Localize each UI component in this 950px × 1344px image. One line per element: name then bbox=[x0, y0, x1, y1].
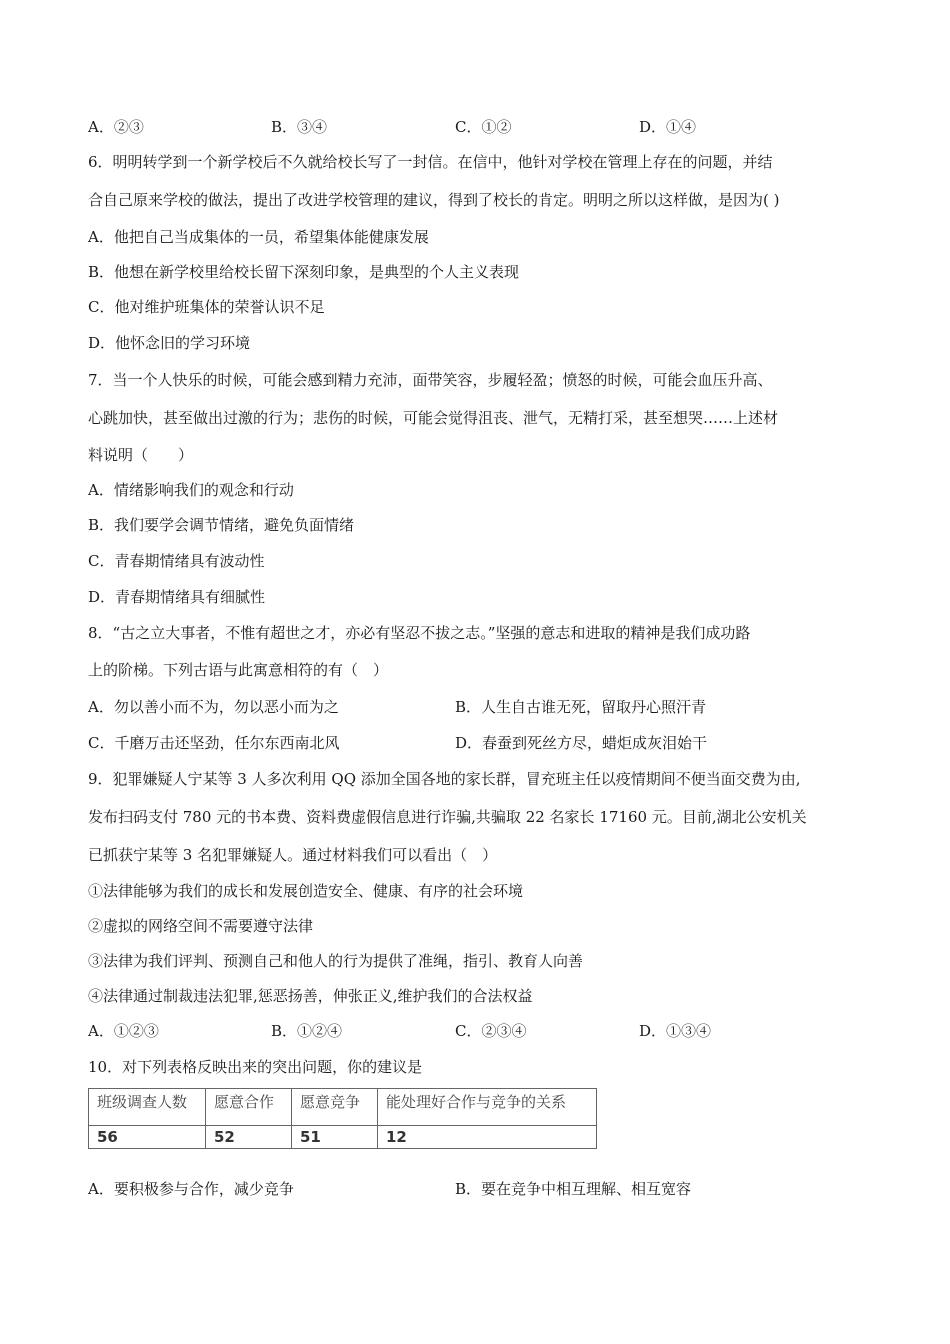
q5-option-c: C．①② bbox=[455, 118, 512, 136]
q5-option-d: D．①④ bbox=[639, 118, 697, 136]
q9-stem-line3: 已抓获宁某等 3 名犯罪嫌疑人。通过材料我们可以看出（ ） bbox=[88, 846, 498, 864]
q9-option-b: B．①②④ bbox=[271, 1022, 343, 1040]
q6-option-d: D．他怀念旧的学习环境 bbox=[88, 334, 251, 352]
q9-item-3: ③法律为我们评判、预测自己和他人的行为提供了准绳，指引、教育人向善 bbox=[88, 952, 584, 970]
value-cell-compete: 51 bbox=[292, 1126, 378, 1149]
q5-option-a: A．②③ bbox=[88, 118, 144, 136]
q9-stem-line1: 9．犯罪嫌疑人宁某等 3 人多次利用 QQ 添加全国各地的家长群，冒充班主任以疫情期间不便当面交费为由, bbox=[88, 770, 801, 788]
q7-stem-line1: 7．当一个人快乐的时候，可能会感到精力充沛，面带笑容，步履轻盈；愤怒的时候，可能会血压升高、 bbox=[88, 371, 773, 389]
q5-option-b: B．③④ bbox=[271, 118, 328, 136]
q7-option-c: C．青春期情绪具有波动性 bbox=[88, 552, 265, 570]
q9-option-a: A．①②③ bbox=[88, 1022, 159, 1040]
q8-option-b: B．人生自古谁无死，留取丹心照汗青 bbox=[455, 698, 707, 716]
q9-item-1: ①法律能够为我们的成长和发展创造安全、健康、有序的社会环境 bbox=[88, 882, 524, 900]
q8-option-a: A．勿以善小而不为，勿以恶小而为之 bbox=[88, 698, 339, 716]
q8-option-c: C．千磨万击还坚劲，任尔东西南北风 bbox=[88, 734, 340, 752]
header-cell-cooperate: 愿意合作 bbox=[206, 1089, 292, 1126]
q6-option-b: B．他想在新学校里给校长留下深刻印象，是典型的个人主义表现 bbox=[88, 263, 520, 281]
q9-item-4: ④法律通过制裁违法犯罪,惩恶扬善，伸张正义,维护我们的合法权益 bbox=[88, 987, 533, 1005]
survey-table bbox=[88, 1088, 597, 1149]
q7-option-d: D．青春期情绪具有细腻性 bbox=[88, 588, 266, 606]
header-cell-surveyed: 班级调查人数 bbox=[89, 1089, 206, 1126]
q10-stem: 10．对下列表格反映出来的突出问题，你的建议是 bbox=[88, 1058, 423, 1076]
q7-stem-line2: 心跳加快，甚至做出过激的行为；悲伤的时候，可能会觉得沮丧、泄气，无精打采，甚至想哭……上述材 bbox=[88, 409, 779, 427]
q6-option-a: A．他把自己当成集体的一员，希望集体能健康发展 bbox=[88, 228, 429, 246]
q6-option-c: C．他对维护班集体的荣誉认识不足 bbox=[88, 298, 325, 316]
q9-option-d: D．①③④ bbox=[639, 1022, 712, 1040]
survey-table-header-row bbox=[89, 1089, 597, 1126]
value-cell-surveyed: 56 bbox=[89, 1126, 206, 1149]
q8-stem-line2: 上的阶梯。下列古语与此寓意相符的有（ ） bbox=[88, 661, 389, 679]
q9-option-c: C．②③④ bbox=[455, 1022, 527, 1040]
value-cell-cooperate: 52 bbox=[206, 1126, 292, 1149]
q9-stem-line2: 发布扫码支付 780 元的书本费、资料费虚假信息进行诈骗,共骗取 22 名家长 17160 元。目前,湖北公安机关 bbox=[88, 808, 807, 826]
header-cell-balance: 能处理好合作与竞争的关系 bbox=[378, 1089, 597, 1126]
q8-stem-line1: 8．“古之立大事者，不惟有超世之才，亦必有坚忍不拔之志。”坚强的意志和进取的精神是我们成功路 bbox=[88, 624, 751, 642]
q10-option-b: B．要在竞争中相互理解、相互宽容 bbox=[455, 1180, 692, 1198]
q6-stem-line2: 合自己原来学校的做法，提出了改进学校管理的建议，得到了校长的肯定。明明之所以这样做，是因为( ) bbox=[88, 191, 780, 209]
q10-option-a: A．要积极参与合作，减少竞争 bbox=[88, 1180, 294, 1198]
q7-stem-line3: 料说明（ ） bbox=[88, 446, 194, 464]
q6-stem-line1: 6．明明转学到一个新学校后不久就给校长写了一封信。在信中，他针对学校在管理上存在的问题，并结 bbox=[88, 153, 773, 171]
q9-item-2: ②虚拟的网络空间不需要遵守法律 bbox=[88, 917, 314, 935]
value-cell-balance: 12 bbox=[378, 1126, 597, 1149]
header-cell-compete: 愿意竞争 bbox=[292, 1089, 378, 1126]
q7-option-b: B．我们要学会调节情绪，避免负面情绪 bbox=[88, 516, 355, 534]
survey-table-value-row bbox=[89, 1126, 597, 1149]
q8-option-d: D．春蚕到死丝方尽，蜡炬成灰泪始干 bbox=[455, 734, 708, 752]
q7-option-a: A．情绪影响我们的观念和行动 bbox=[88, 481, 294, 499]
